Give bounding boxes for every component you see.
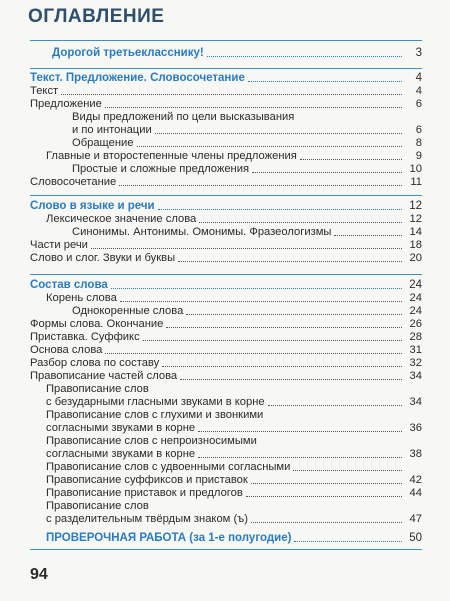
toc-entry-test[interactable] [30,532,422,545]
entry-page: 26 [409,318,422,330]
entry-page: 6 [415,98,422,110]
entry-page: 12 [409,200,422,212]
entry-page: 18 [409,239,422,251]
section-title: Состав слова [30,279,108,291]
toc-entry[interactable] [30,226,422,239]
dot-leader [120,301,402,302]
entry-title: с безударными гласными звуками в корне [46,396,265,408]
entry-page: 3 [415,47,422,59]
entry-title: Приставка. Суффикс [30,331,140,343]
entry-page: 50 [409,532,422,544]
entry-title: и по интонации [72,124,152,136]
entry-page: 6 [415,124,422,136]
dot-leader [251,483,402,484]
entry-title: Словосочетание [30,176,117,188]
entry-title: Правописание частей слова [30,370,178,382]
section-title: Текст. Предложение. Словосочетание [30,72,245,84]
toc-entry[interactable] [30,422,422,435]
entry-page: 38 [409,448,422,460]
toc-entry[interactable] [30,137,422,150]
dot-leader [251,522,402,523]
dot-leader [334,235,402,236]
section-header[interactable] [30,200,422,213]
dot-leader [246,496,402,497]
section-title: Слово в языке и речи [30,200,155,212]
dot-leader [158,209,402,210]
toc-entry[interactable] [30,513,422,526]
dot-leader [268,405,402,406]
dot-leader [119,185,402,186]
dot-leader [294,541,402,542]
entry-title: Синонимы. Антонимы. Омонимы. Фразеологизмы [72,226,332,238]
dot-leader [166,327,402,328]
entry-title: Формы слова. Окончание [30,318,164,330]
entry-title: согласными звуками в корне [46,422,196,434]
section-text-sentence [30,68,422,189]
entry-page: 34 [409,396,422,408]
entry-title: Предложение [30,98,102,110]
toc-entry[interactable] [30,98,422,111]
entry-title: Лексическое значение слова [46,213,197,225]
entry-page: 42 [409,474,422,486]
toc-entry[interactable] [30,331,422,344]
section-divider [30,274,422,275]
entry-page: 24 [409,305,422,317]
dot-leader [143,340,402,341]
page-number: 94 [30,566,48,583]
entry-page: 10 [409,163,422,175]
section-divider [30,40,422,41]
entry-title: согласными звуками в корне [46,448,196,460]
entry-title: Правописание слов с удвоенными согласными [46,461,291,473]
entry-page: 8 [415,137,422,149]
entry-title: Главные и второстепенные члены предложения [46,150,297,162]
toc-entry[interactable] [30,396,422,409]
dot-leader [252,172,402,173]
entry-title: Однокоренные слова [72,305,184,317]
entry-page: 11 [410,176,422,188]
dot-leader [198,457,402,458]
section-word-language [30,195,422,265]
entry-page: 36 [409,422,422,434]
entry-page: 31 [409,344,422,356]
dot-leader [207,56,402,57]
entry-title: Дорогой третьекласснику! [52,47,204,59]
entry-page: 20 [409,252,422,264]
entry-page: 4 [415,85,422,97]
entry-title: Текст [30,85,59,97]
toc-entry[interactable] [30,305,422,318]
section-header[interactable] [30,279,422,292]
entry-page: 34 [409,370,422,382]
toc-entry[interactable] [30,318,422,331]
dot-leader [178,261,402,262]
toc-entry-line: Правописание слов с глухими и звонкими [46,409,264,421]
toc-entry[interactable] [30,124,422,137]
toc-entry[interactable] [30,252,422,265]
toc-entry[interactable] [30,150,422,163]
dot-leader [186,314,402,315]
toc-entry[interactable] [30,487,422,500]
dot-leader [300,159,402,160]
entry-title: Правописание суффиксов и приставок [46,474,248,486]
dot-leader [61,94,402,95]
toc-entry[interactable] [30,357,422,370]
toc-entry[interactable] [30,239,422,252]
entry-title: Корень слова [46,292,117,304]
dot-leader [105,353,402,354]
dot-leader [198,431,402,432]
section-word-composition [30,274,422,550]
entry-title: Части речи [30,239,88,251]
entry-title: Правописание приставок и предлогов [46,487,243,499]
entry-page: 28 [409,331,422,343]
entry-page: 47 [409,513,422,525]
dot-leader [162,366,402,367]
section-divider [30,549,422,550]
entry-page: 14 [409,226,422,238]
entry-title: Основа слова [30,344,103,356]
dot-leader [111,288,402,289]
dot-leader [105,107,402,108]
dot-leader [155,133,402,134]
toc-entry[interactable] [30,85,422,98]
intro-section [30,40,422,60]
entry-page: 4 [415,72,422,84]
toc-entry[interactable] [30,370,422,383]
toc-entry[interactable] [30,461,422,474]
dot-leader [91,248,402,249]
toc-entry[interactable] [30,344,422,357]
entry-title: ПРОВЕРОЧНАЯ РАБОТА (за 1-е полугодие) [46,532,292,544]
entry-title: Слово и слог. Звуки и буквы [30,252,176,264]
dot-leader [199,222,402,223]
dot-leader [137,146,402,147]
dot-leader [180,379,402,380]
entry-title: Обращение [72,137,134,149]
toc-entry[interactable] [30,163,422,176]
section-divider [30,195,422,196]
section-divider [30,68,422,69]
section-header[interactable] [30,72,422,85]
entry-page: 9 [415,150,422,162]
toc-entry[interactable] [30,292,422,305]
toc-entry-line: Правописание слов с непроизносимыми [46,435,257,447]
entry-title: Простые и сложные предложения [72,163,250,175]
entry-page: 24 [409,279,422,291]
page-title: ОГЛАВЛЕНИЕ [28,6,165,27]
entry-page: 44 [409,487,422,499]
toc-entry[interactable] [30,176,422,189]
entry-page: 12 [409,213,422,225]
entry-page: 32 [409,357,422,369]
toc-entry[interactable] [30,213,422,226]
entry-page: 24 [409,292,422,304]
toc-entry[interactable] [30,474,422,487]
toc-entry-line: Правописание слов [46,383,149,395]
dot-leader [293,470,402,471]
entry-title: Разбор слова по составу [30,357,160,369]
dot-leader [248,81,402,82]
toc-entry[interactable] [30,448,422,461]
toc-entry-intro[interactable] [30,47,422,60]
toc-entry-line: Виды предложений по цели высказывания [72,111,295,123]
entry-title: с разделительным твёрдым знаком (ъ) [46,513,248,525]
toc-entry-line: Правописание слов [46,500,149,512]
